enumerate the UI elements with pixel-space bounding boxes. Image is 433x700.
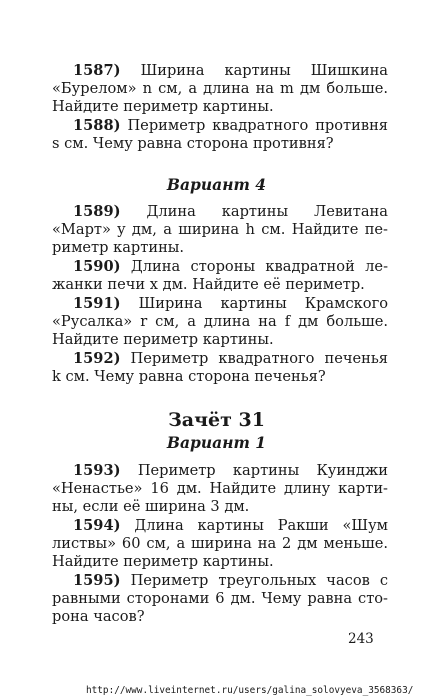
- problem-1591-line-3: Найдите периметр картины.: [52, 331, 274, 348]
- problem-1589-line-3: риметр картины.: [52, 239, 185, 256]
- problem-number: 1592): [73, 350, 121, 367]
- problem-1592-line-1: 1592) Периметр квадратного печенья: [73, 350, 389, 367]
- variant-4-heading: Вариант 4: [166, 175, 267, 194]
- problem-1592-line-2: k см. Чему равна сторона печенья?: [52, 368, 326, 385]
- problem-number: 1589): [73, 203, 121, 220]
- page-number: 243: [348, 631, 374, 647]
- problem-1591-line-1: 1591) Ширина картины Крамского: [73, 295, 388, 312]
- problem-1589-line-2: «Март» y дм, а ширина h см. Найдите пе-: [52, 221, 388, 238]
- problem-1588-line-2: s см. Чему равна сторона противня?: [52, 135, 334, 152]
- problem-number: 1594): [73, 517, 121, 534]
- problem-number: 1595): [73, 572, 121, 589]
- problem-number: 1588): [73, 117, 121, 134]
- problem-1588-line-1: 1588) Периметр квадратного противня: [73, 117, 388, 134]
- problem-1587-line-3: Найдите периметр картины.: [52, 98, 274, 115]
- problem-1594-line-3: Найдите периметр картины.: [52, 553, 274, 570]
- test-31-title: Зачёт 31: [168, 409, 265, 431]
- problem-1591-line-2: «Русалка» r см, а длина на f дм больше.: [52, 313, 388, 330]
- problem-1593-line-1: 1593) Периметр картины Куинджи: [73, 462, 388, 479]
- problem-1593-line-3: ны, если её ширина 3 дм.: [52, 498, 250, 515]
- problem-number: 1587): [73, 62, 121, 79]
- problem-1595-line-1: 1595) Периметр треугольных часов с: [73, 572, 389, 589]
- problem-1594-line-1: 1594) Длина картины Ракши «Шум: [73, 517, 389, 534]
- variant-1-heading: Вариант 1: [166, 433, 267, 452]
- problem-1587-line-1: 1587) Ширина картины Шишкина: [73, 62, 389, 79]
- watermark-url: http://www.liveinternet.ru/users/galina_solovyeva_3568363/: [86, 685, 414, 696]
- problem-1593-line-2: «Ненастье» 16 дм. Найдите длину карти-: [52, 480, 388, 497]
- problem-number: 1593): [73, 462, 121, 479]
- problem-1589-line-1: 1589) Длина картины Левитана: [73, 203, 388, 220]
- problem-1595-line-3: рона часов?: [52, 608, 145, 625]
- problem-1587-line-2: «Бурелом» n см, а длина на m дм больше.: [52, 80, 388, 97]
- problem-1590-line-2: жанки печи x дм. Найдите её периметр.: [52, 276, 365, 293]
- problem-number: 1590): [73, 258, 121, 275]
- problem-1595-line-2: равными сторонами 6 дм. Чему равна сто-: [52, 590, 388, 607]
- problem-1594-line-2: листвы» 60 см, а ширина на 2 дм меньше.: [52, 535, 388, 552]
- problem-1590-line-1: 1590) Длина стороны квадратной ле-: [73, 258, 389, 275]
- problem-number: 1591): [73, 295, 121, 312]
